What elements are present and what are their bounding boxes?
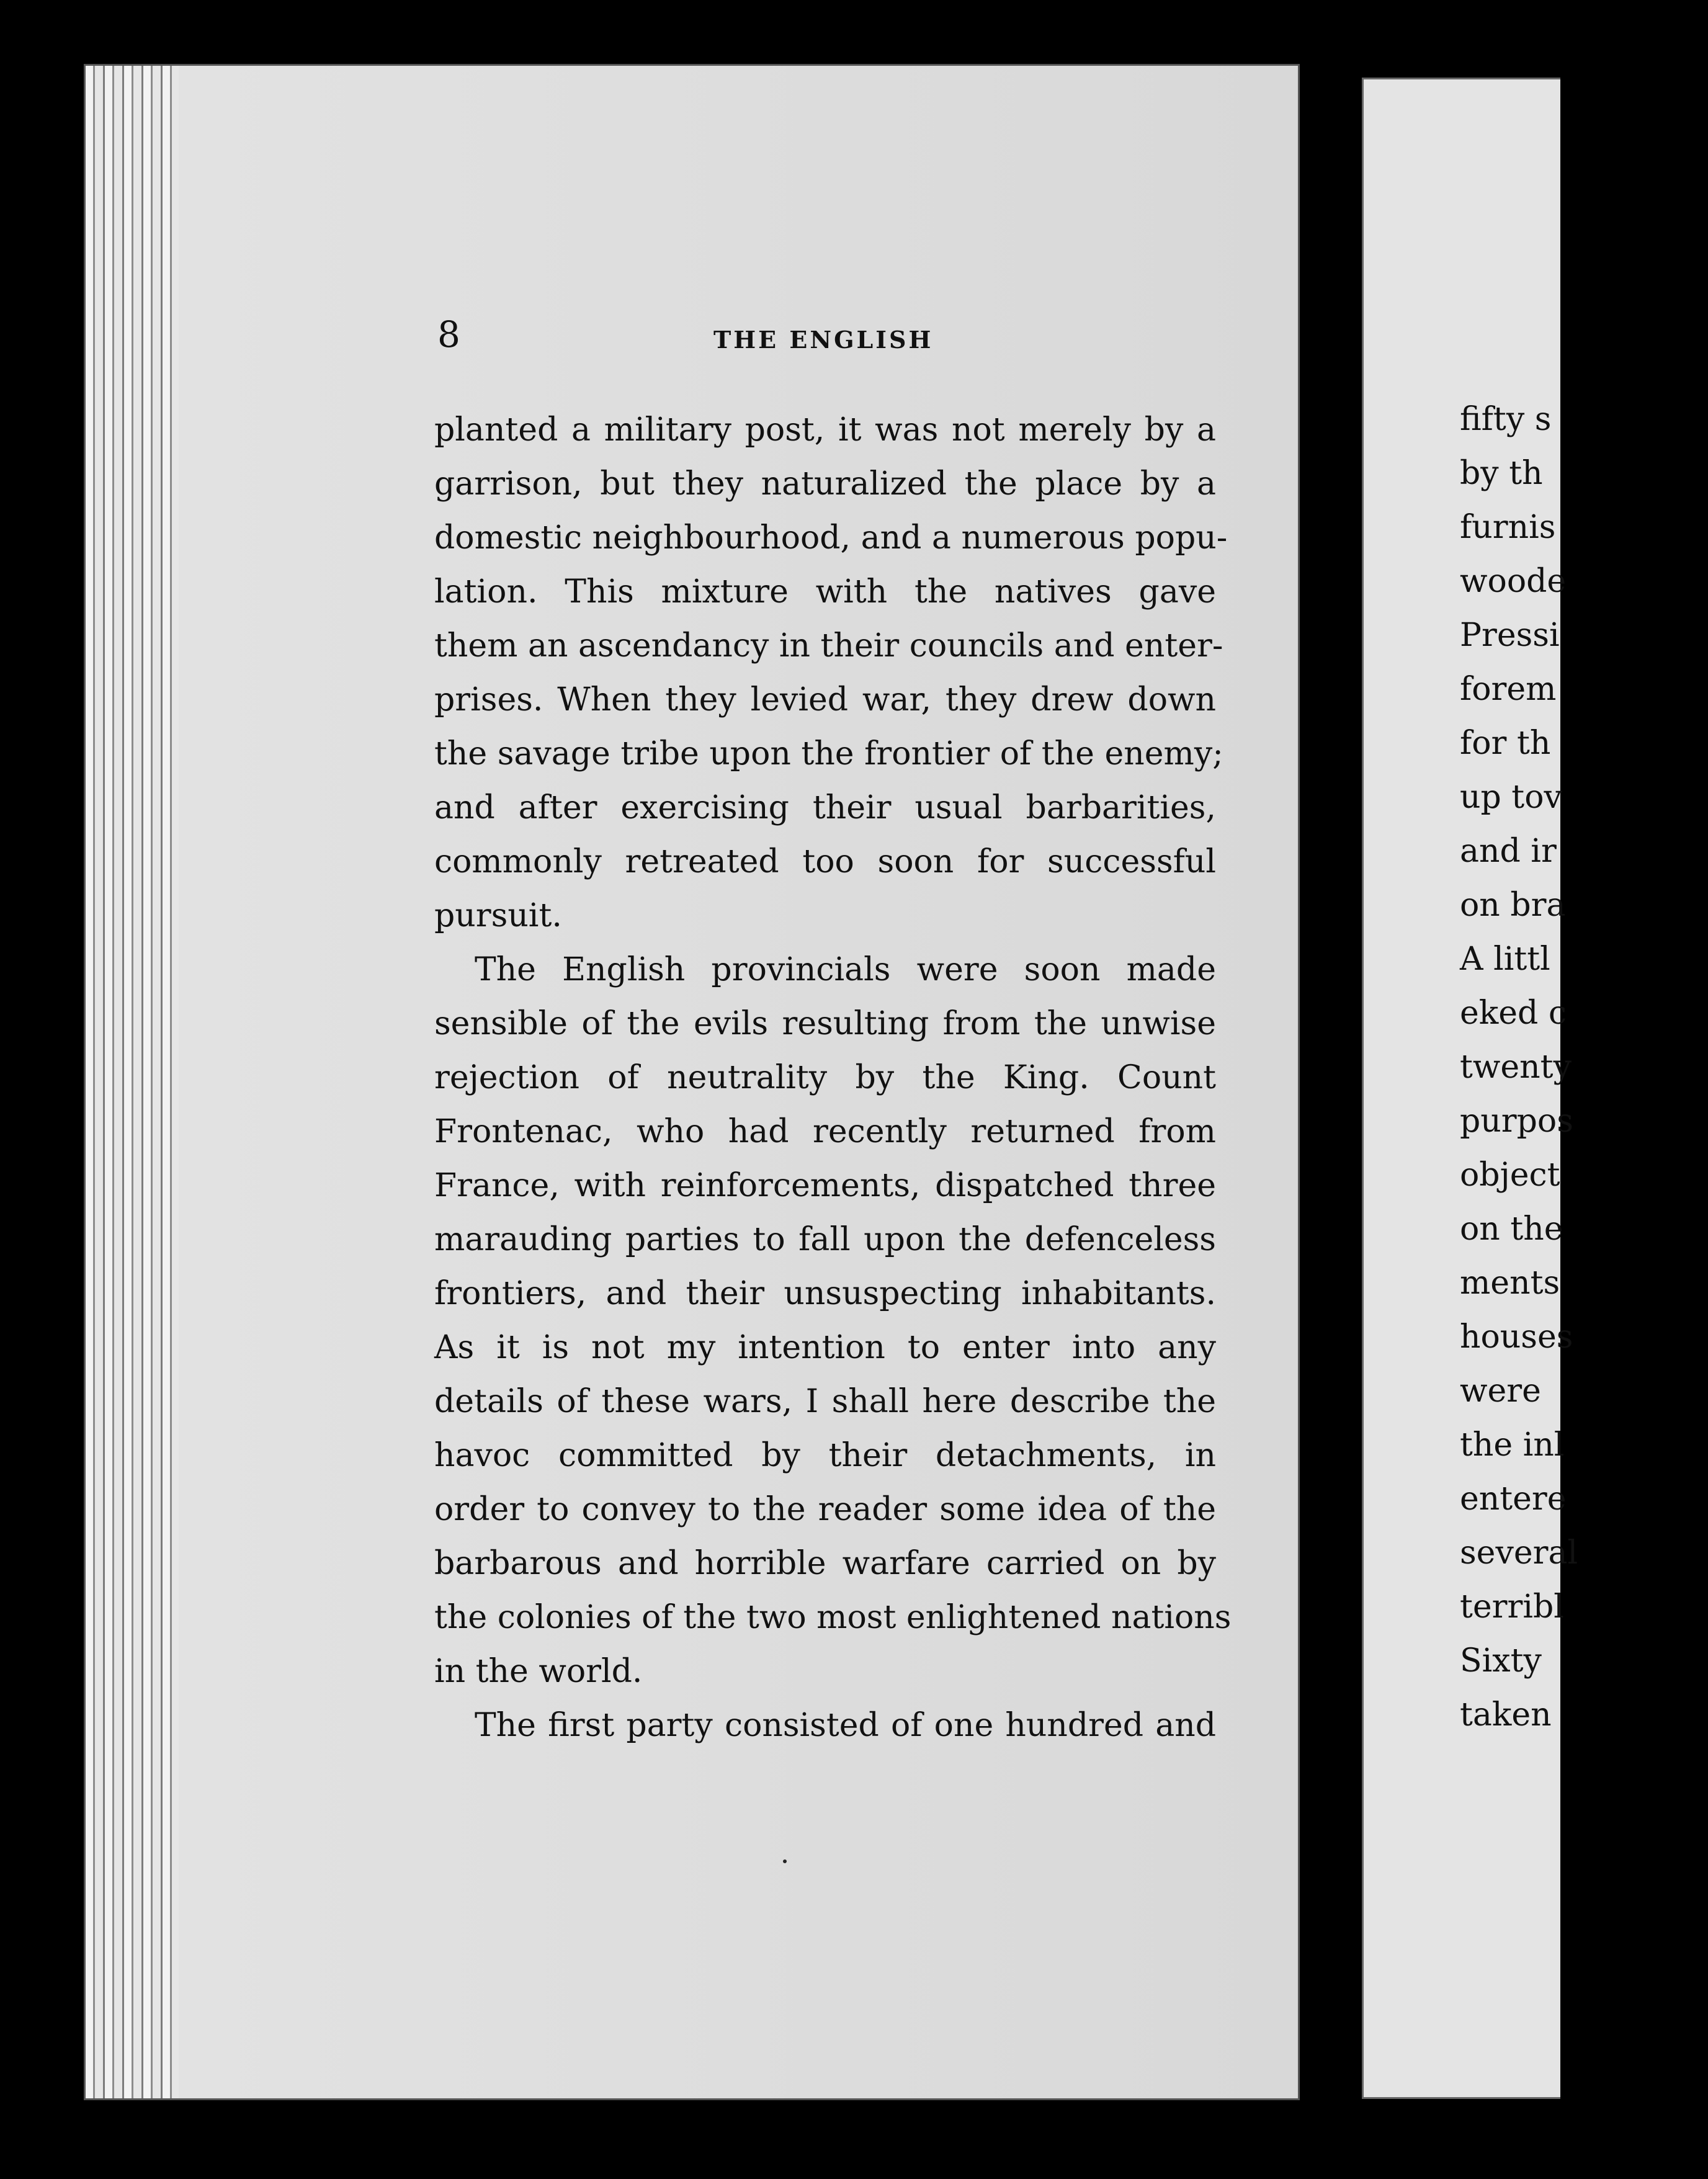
text-line: entere <box>1460 1480 1567 1518</box>
text-line: frontiers, and their unsuspecting inhabitants. <box>434 1275 1216 1312</box>
running-head: THE ENGLISH <box>713 326 934 354</box>
text-line: terribl <box>1460 1588 1564 1626</box>
text-line: twenty <box>1460 1049 1572 1086</box>
text-line: woode <box>1460 563 1567 600</box>
text-line: details of these wars, I shall here describe the <box>434 1383 1216 1420</box>
text-line: the inl <box>1460 1426 1565 1464</box>
text-line: commonly retreated too soon for successful <box>434 843 1216 880</box>
text-line: domestic neighbourhood, and a numerous popu- <box>434 519 1228 557</box>
text-line: on the <box>1460 1210 1563 1248</box>
text-line: The first party consisted of one hundred and <box>475 1707 1216 1744</box>
text-line: planted a military post, it was not merely by a <box>434 411 1216 449</box>
text-line: taken <box>1460 1696 1552 1734</box>
right-page-text <box>1460 393 1708 1742</box>
text-line: Sixty <box>1460 1642 1542 1680</box>
text-line: object <box>1460 1157 1560 1194</box>
text-line: As it is not my intention to enter into any <box>434 1329 1216 1366</box>
print-speck <box>783 1859 787 1863</box>
text-line: France, with reinforcements, dispatched three <box>434 1167 1216 1204</box>
text-line: furnis <box>1460 509 1556 546</box>
text-line: rejection of neutrality by the King. Count <box>434 1059 1216 1096</box>
text-line: by th <box>1460 455 1543 492</box>
page-edges <box>86 66 181 2098</box>
text-line: havoc committed by their detachments, in <box>434 1437 1216 1474</box>
text-line: in the world. <box>434 1653 643 1690</box>
left-page-text <box>434 403 1232 1753</box>
text-line: lation. This mixture with the natives gave <box>434 573 1216 611</box>
text-line: forem <box>1460 671 1557 708</box>
text-line: marauding parties to fall upon the defenceless <box>434 1221 1216 1258</box>
text-line: The English provincials were soon made <box>475 951 1216 988</box>
text-line: pursuit. <box>434 897 562 934</box>
text-line: the colonies of the two most enlightened nations <box>434 1599 1232 1636</box>
text-line: on bra <box>1460 887 1566 924</box>
text-line: for th <box>1460 725 1551 762</box>
page-number: 8 <box>437 313 460 356</box>
right-page <box>1362 78 1578 2099</box>
text-line: houses <box>1460 1318 1573 1356</box>
text-line: A littl <box>1460 941 1550 978</box>
text-line: eked c <box>1460 995 1567 1032</box>
text-line: and ir <box>1460 833 1557 870</box>
text-line: fifty s <box>1460 401 1552 438</box>
text-line: garrison, but they naturalized the place by a <box>434 465 1216 503</box>
text-line: order to convey to the reader some idea of the <box>434 1491 1216 1528</box>
text-line: prises. When they levied war, they drew down <box>434 681 1216 718</box>
text-line: Frontenac, who had recently returned from <box>434 1113 1216 1150</box>
text-line: the savage tribe upon the frontier of the enemy; <box>434 735 1223 772</box>
text-line: barbarous and horrible warfare carried on by <box>434 1545 1216 1582</box>
text-line: Pressi <box>1460 617 1560 654</box>
text-line: and after exercising their usual barbarities, <box>434 789 1216 826</box>
text-line: sensible of the evils resulting from the unwise <box>434 1005 1216 1042</box>
text-line: several <box>1460 1534 1578 1572</box>
text-line: up tov <box>1460 779 1562 816</box>
text-line: were <box>1460 1372 1541 1410</box>
text-line: purpos <box>1460 1103 1573 1140</box>
text-line: ments <box>1460 1264 1560 1302</box>
text-line: them an ascendancy in their councils and enter- <box>434 627 1223 664</box>
